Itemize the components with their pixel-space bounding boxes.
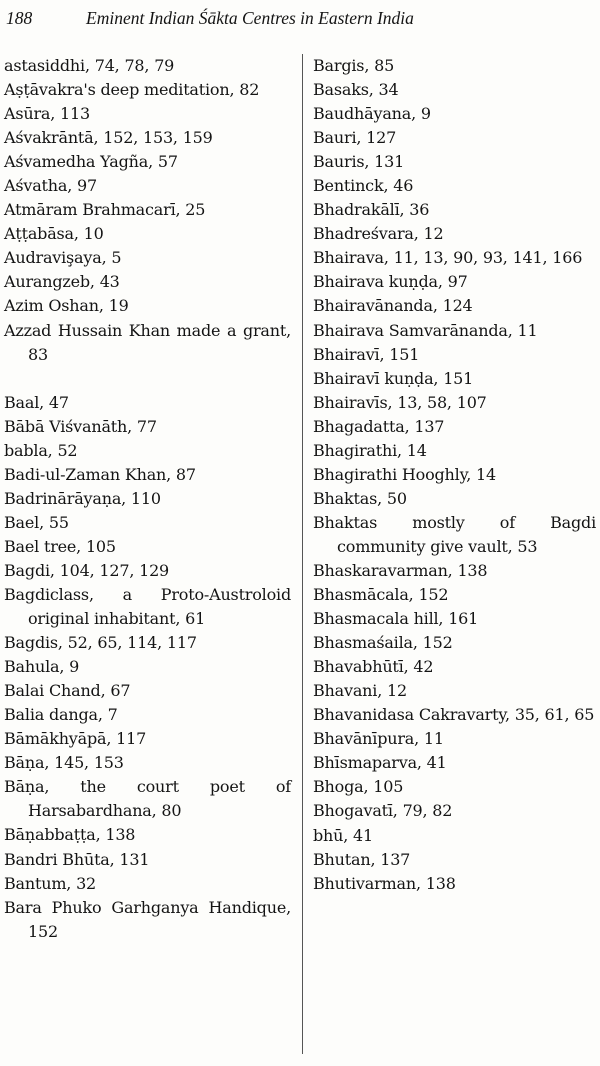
index-entry: Bhairava kuṇḍa, 97 <box>313 272 468 292</box>
index-entry: Bahula, 9 <box>4 657 80 677</box>
index-entry: Bhadrakālī, 36 <box>313 200 430 220</box>
index-entry: Bauri, 127 <box>313 128 397 148</box>
index-entry: Aṭṭabāsa, 10 <box>4 224 104 244</box>
index-column-left <box>4 54 291 944</box>
index-entry: Balia danga, 7 <box>4 705 118 725</box>
index-entry: Bandri Bhūta, 131 <box>4 849 150 869</box>
index-entry: Bhairavī kuṇḍa, 151 <box>313 368 474 388</box>
index-entry: Bhaskaravarman, 138 <box>313 560 488 580</box>
index-entry: Aurangzeb, 43 <box>4 272 120 292</box>
index-entry: Bhairava, 11, 13, 90, 93, 141, 166 <box>313 248 583 268</box>
index-entry: Bhagadatta, 137 <box>313 416 445 436</box>
index-entry: Bhasmacala hill, 161 <box>313 609 479 629</box>
index-entry: Bhavani, 12 <box>313 681 407 701</box>
index-entry: Bagdiclass, a Proto-Austroloid original inhabitant, 61 <box>4 584 291 629</box>
index-entry: Asūra, 113 <box>4 104 90 124</box>
index-entry: Aṣṭāvakra's deep meditation, 82 <box>4 80 260 100</box>
index-entry: Bhairava Samvarānanda, 11 <box>313 320 538 340</box>
index-entry: Azim Oshan, 19 <box>4 296 129 316</box>
index-entry: Azzad Hussain Khan made a grant, 83 <box>4 320 291 364</box>
running-title: Eminent Indian Śākta Centres in Eastern India <box>86 8 414 28</box>
index-entry: Audravişaya, 5 <box>4 248 122 268</box>
index-entry: Bhaktas, 50 <box>313 488 407 508</box>
index-entry: Bāṇa, 145, 153 <box>4 753 124 773</box>
index-entry: Bhogavatī, 79, 82 <box>313 801 453 821</box>
index-entry: Bhīsmaparva, 41 <box>313 753 447 773</box>
index-entry: Bhadreśvara, 12 <box>313 224 444 244</box>
running-header <box>6 8 596 34</box>
index-entry: Aśvakrāntā, 152, 153, 159 <box>4 128 213 148</box>
index-entry: Bhavabhūtī, 42 <box>313 657 434 677</box>
index-entry: Bhagirathi, 14 <box>313 440 427 460</box>
index-entry: Bael, 55 <box>4 512 69 532</box>
index-entry: Baal, 47 <box>4 392 69 412</box>
index-column-right <box>313 54 596 896</box>
index-entry: Bhairavīs, 13, 58, 107 <box>313 392 487 412</box>
index-entry: Balai Chand, 67 <box>4 681 131 701</box>
index-entry: Basaks, 34 <box>313 80 399 100</box>
index-entry: babla, 52 <box>4 440 78 460</box>
index-entry: Bhairavānanda, 124 <box>313 296 473 316</box>
index-entry: Atmāram Brahmacarī, 25 <box>4 200 206 220</box>
index-entry: Bentinck, 46 <box>313 176 414 196</box>
index-entry: Bāṇa, the court poet of Harsabardhana, 80 <box>4 777 291 821</box>
letter-group-gap <box>4 367 291 391</box>
index-entry: Bhutivarman, 138 <box>313 873 456 893</box>
index-entry: Bhoga, 105 <box>313 777 404 797</box>
index-entry: Bhasmaśaila, 152 <box>313 633 453 653</box>
index-entry: Bhavanidasa Cakravarty, 35, 61, 65 <box>313 705 595 725</box>
index-entry: Bauris, 131 <box>313 152 405 172</box>
index-entry: Bhavānīpura, 11 <box>313 729 444 749</box>
index-entry: Bāmākhyāpā, 117 <box>4 729 147 749</box>
index-entry: Aśvamedha Yagña, 57 <box>4 152 178 172</box>
index-entry: astasiddhi, 74, 78, 79 <box>4 56 175 75</box>
index-entry: Bhairavī, 151 <box>313 344 420 364</box>
page-number: 188 <box>6 8 33 28</box>
index-entry: Bael tree, 105 <box>4 536 116 556</box>
index-entry: Badi-ul-Zaman Khan, 87 <box>4 464 196 484</box>
index-entry: Bhasmācala, 152 <box>313 585 449 605</box>
index-entry: Bhutan, 137 <box>313 849 411 869</box>
index-entry: Bara Phuko Garhganya Handique, 152 <box>4 897 291 941</box>
index-entry: Bantum, 32 <box>4 873 97 893</box>
index-entry: Baudhāyana, 9 <box>313 104 431 124</box>
index-entry: Bagdis, 52, 65, 114, 117 <box>4 633 197 653</box>
index-entry: Bagdi, 104, 127, 129 <box>4 560 170 580</box>
index-entry: Bhaktas mostly of Bagdi community give vault, 53 <box>313 512 596 556</box>
index-entry: Bargis, 85 <box>313 56 395 75</box>
index-entry: Aśvatha, 97 <box>4 176 97 196</box>
index-entry: Bābā Viśvanāth, 77 <box>4 416 157 436</box>
index-entry: Bhagirathi Hooghly, 14 <box>313 464 497 484</box>
index-entry: bhū, 41 <box>313 825 373 845</box>
index-entry: Bāṇabbaṭṭa, 138 <box>4 825 136 845</box>
column-divider <box>302 54 303 1054</box>
index-entry: Badrinārāyaṇa, 110 <box>4 488 161 508</box>
